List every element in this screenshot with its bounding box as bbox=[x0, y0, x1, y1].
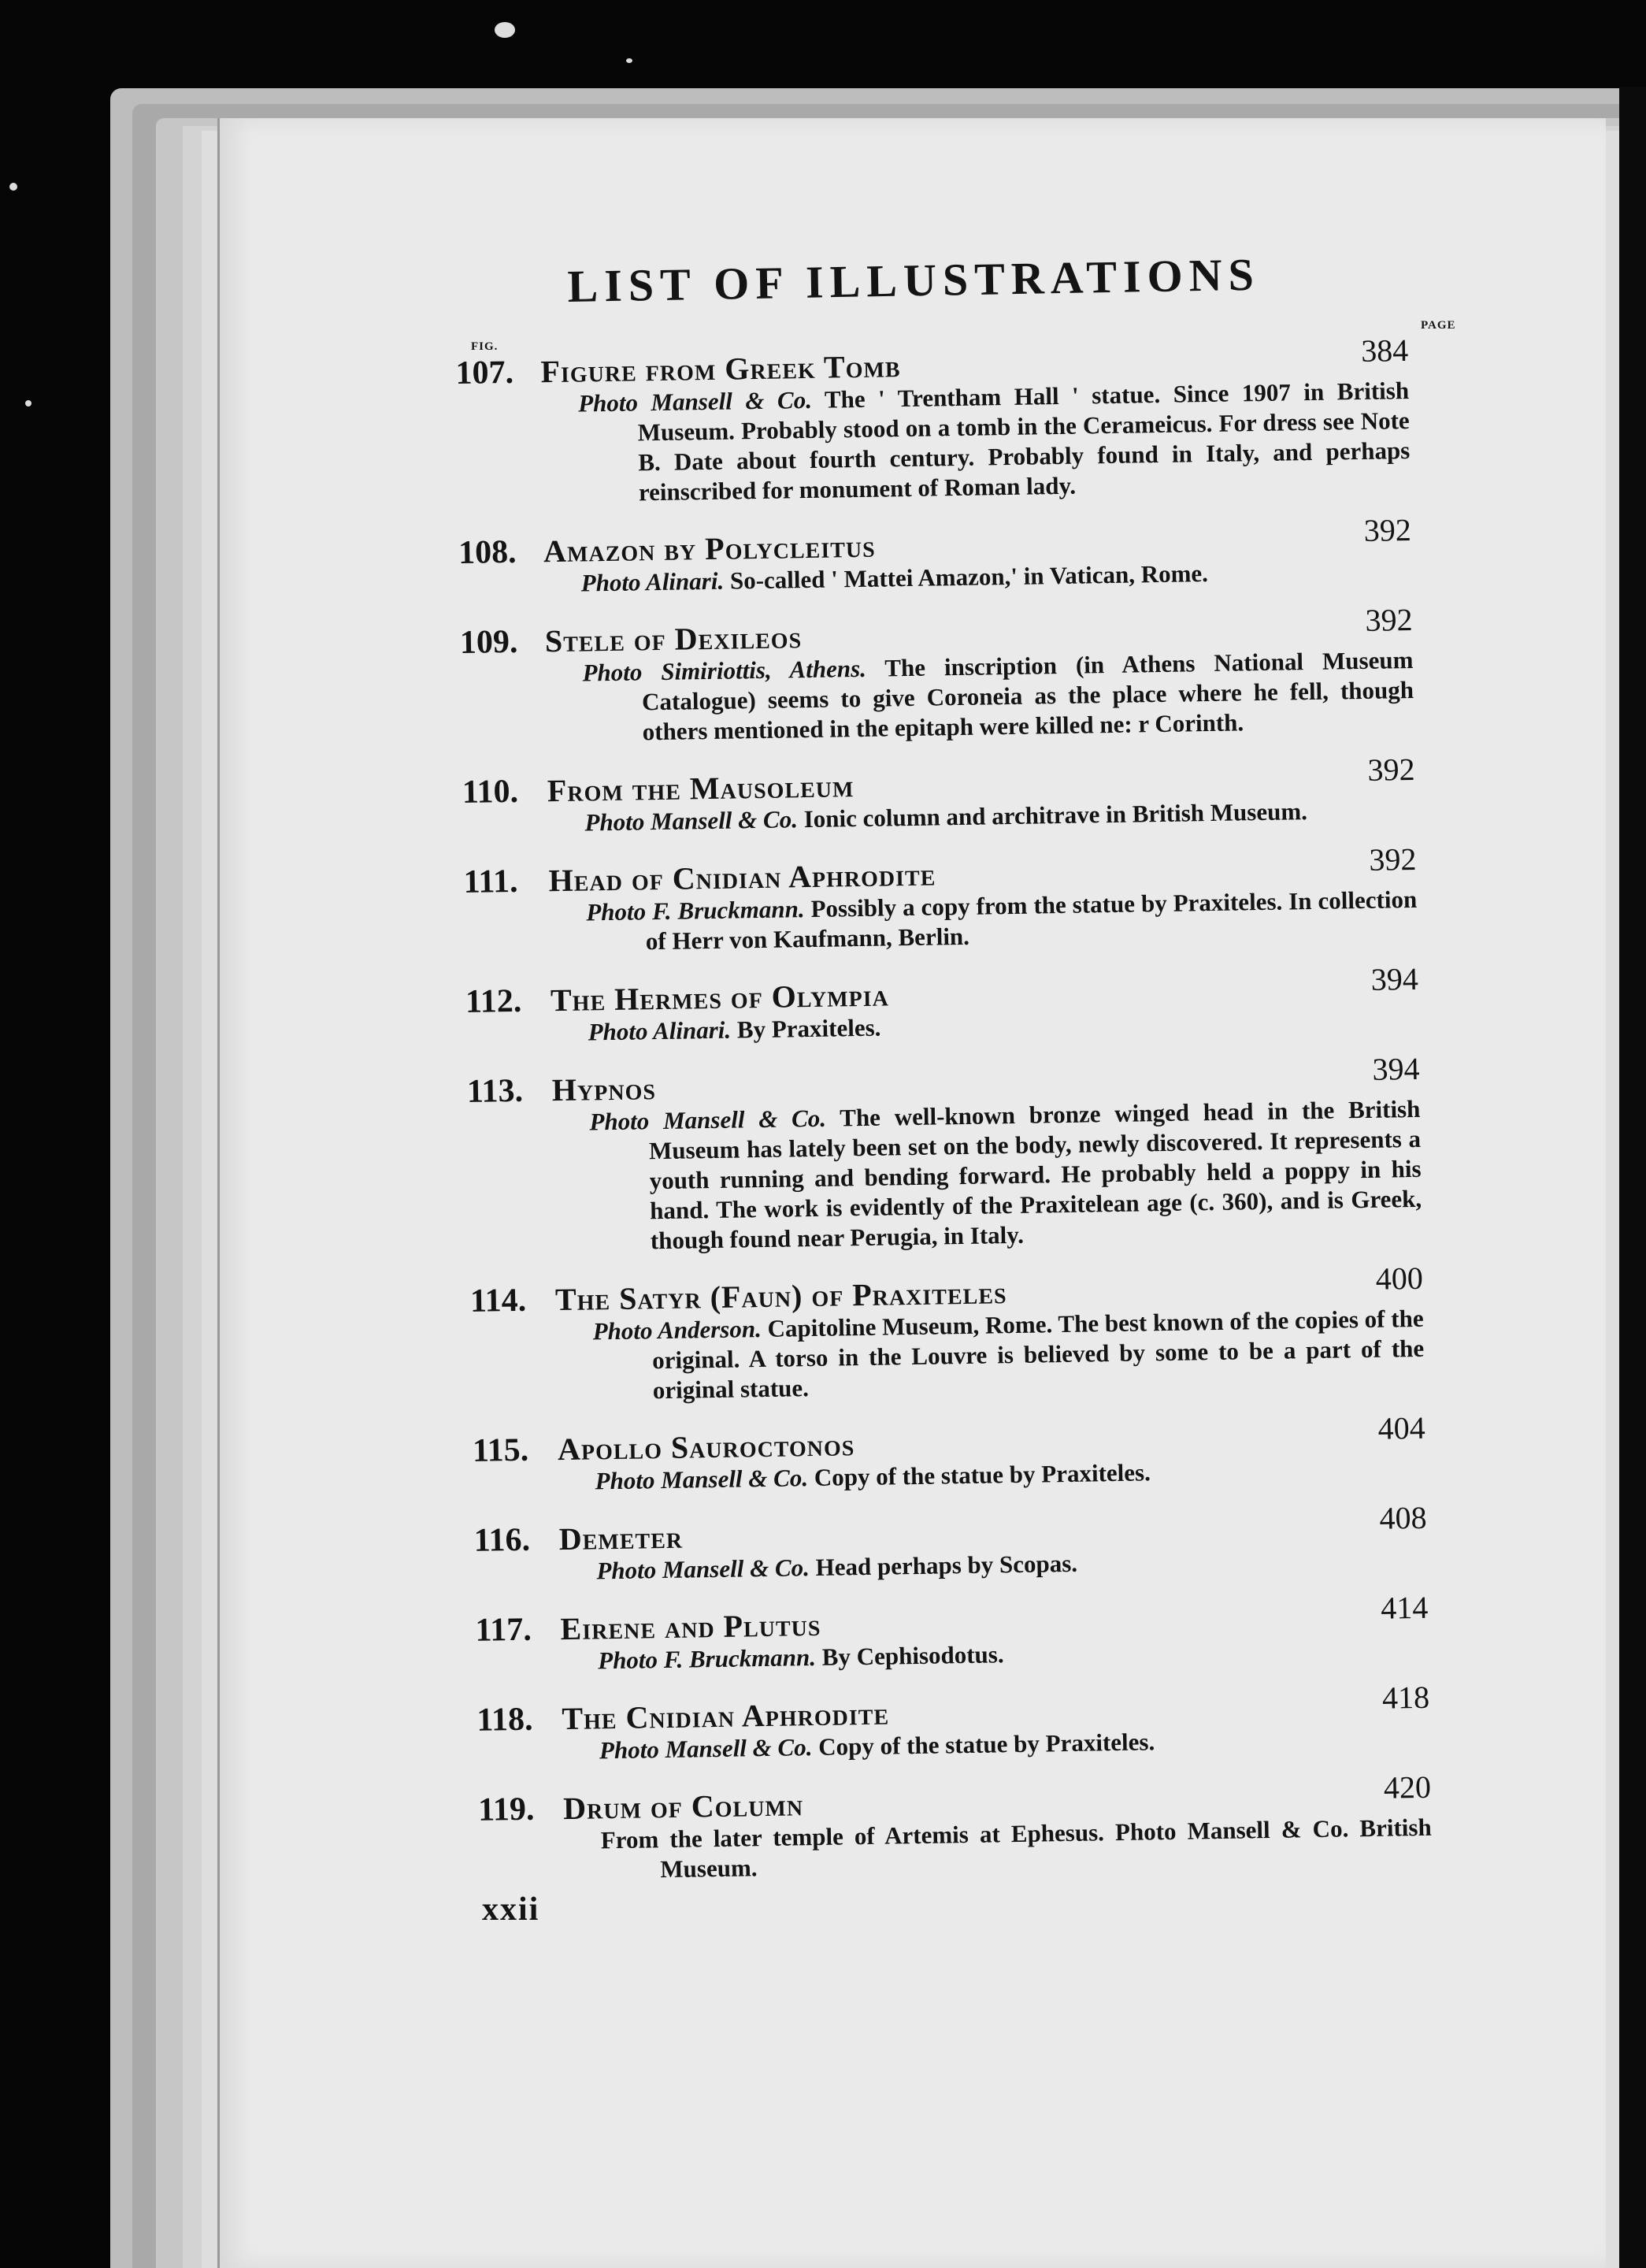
description-text: Capitoline Museum, Rome. The best known of the copies of the original. A torso in the Louvre is believed by some to be a part of the original statue. bbox=[651, 1304, 1425, 1405]
list-item bbox=[473, 1499, 1427, 1588]
list-item bbox=[462, 751, 1415, 840]
dust-speck bbox=[9, 183, 17, 191]
list-item bbox=[463, 841, 1418, 960]
figure-description bbox=[578, 376, 1411, 509]
list-item bbox=[455, 332, 1411, 510]
figure-number: 107. bbox=[455, 354, 514, 392]
figure-heading: Drum of Column bbox=[562, 1787, 804, 1827]
page-number: 392 bbox=[1363, 511, 1412, 548]
list-item bbox=[465, 960, 1419, 1049]
page-number: 404 bbox=[1377, 1409, 1426, 1446]
illustration-list bbox=[455, 332, 1433, 1903]
page-number: 420 bbox=[1383, 1769, 1432, 1806]
figure-heading: Amazon by Polycleitus bbox=[543, 528, 876, 570]
list-item bbox=[466, 1050, 1422, 1259]
figure-number: 110. bbox=[462, 773, 519, 811]
page-number: 394 bbox=[1370, 960, 1419, 997]
figure-number: 115. bbox=[472, 1431, 529, 1469]
description-text: The well-known bronze winged head in the British Museum has lately been set on the body, newly discovered. It represents a youth running and bending forward. He probably held a poppy in his hand. The work is evidently of the Praxitelean age (c. 360), and is Greek, though found near Perugia, in Italy. bbox=[648, 1094, 1422, 1255]
page-folio: xxii bbox=[482, 1891, 540, 1928]
list-item bbox=[470, 1260, 1425, 1409]
list-item bbox=[459, 601, 1414, 750]
page-number: 392 bbox=[1367, 751, 1415, 788]
list-item bbox=[472, 1409, 1425, 1498]
figure-heading: The Hermes of Olympia bbox=[550, 977, 890, 1019]
figure-number: 109. bbox=[459, 623, 518, 661]
figure-heading: From the Mausoleum bbox=[547, 768, 855, 809]
figure-description bbox=[589, 1094, 1422, 1257]
photo-credit: Photo Mansell & Co. bbox=[589, 1104, 827, 1136]
figure-number: 112. bbox=[465, 982, 522, 1020]
figure-number: 118. bbox=[476, 1701, 533, 1739]
figure-number: 116. bbox=[473, 1521, 531, 1559]
page-number: 384 bbox=[1360, 332, 1409, 369]
page-number: 408 bbox=[1379, 1499, 1427, 1536]
dust-speck bbox=[495, 22, 515, 38]
figure-number: 117. bbox=[475, 1611, 532, 1649]
photo-credit: Photo Mansell & Co. bbox=[596, 1553, 810, 1585]
page-number: 400 bbox=[1375, 1260, 1424, 1297]
photo-credit: Photo F. Bruckmann. bbox=[586, 895, 805, 926]
photo-credit: Photo Alinari. bbox=[580, 566, 725, 597]
photo-credit: Photo Mansell & Co. bbox=[577, 385, 813, 418]
figure-number: 108. bbox=[458, 533, 517, 571]
photo-credit: Photo Simiriottis, Athens. bbox=[582, 654, 867, 687]
page-number: 392 bbox=[1365, 601, 1413, 638]
list-item bbox=[476, 1679, 1430, 1768]
list-item bbox=[458, 511, 1412, 600]
photo-credit: Photo Mansell & Co. bbox=[599, 1733, 813, 1765]
figure-heading: Head of Cnidian Aphrodite bbox=[548, 856, 936, 899]
description-text: Head perhaps by Scopas. bbox=[815, 1549, 1078, 1582]
photo-credit: Photo Mansell & Co. bbox=[584, 805, 799, 837]
dust-speck bbox=[25, 400, 32, 406]
photo-credit: Photo Anderson. bbox=[592, 1315, 762, 1346]
figure-number: 111. bbox=[463, 863, 518, 900]
figure-heading: Eirene and Plutus bbox=[560, 1606, 821, 1647]
page-number: 418 bbox=[1381, 1679, 1430, 1716]
description-text: By Praxiteles. bbox=[736, 1013, 881, 1044]
figure-heading: Stele of Dexileos bbox=[544, 619, 803, 659]
photo-credit: Photo Mansell & Co. bbox=[595, 1464, 809, 1495]
description-text: Possibly a copy from the statue by Praxiteles. In collection of Herr von Kaufmann, Berlin. bbox=[645, 885, 1418, 956]
figure-heading: Figure from Greek Tomb bbox=[540, 348, 901, 390]
figure-description bbox=[592, 1304, 1425, 1407]
description-text: The ' Trentham Hall ' statue. Since 1907 in British Museum. Probably stood on a tomb in the Cerameicus. For dress see Note B. Date about fourth century. Probably found in Italy, and perhaps reinscribed for monument of Roman lady. bbox=[637, 376, 1411, 507]
figure-number: 113. bbox=[466, 1072, 524, 1110]
fig-column-label: FIG. bbox=[471, 340, 499, 353]
figure-number: 119. bbox=[477, 1791, 535, 1828]
description-text: Copy of the statue by Praxiteles. bbox=[814, 1458, 1151, 1492]
figure-description bbox=[582, 645, 1414, 748]
book-spine-shadow bbox=[1619, 87, 1646, 2268]
photo-credit: Photo Alinari. bbox=[588, 1015, 732, 1046]
figure-heading: Hypnos bbox=[551, 1071, 657, 1108]
page-number: 394 bbox=[1372, 1050, 1420, 1087]
description-text: So-called ' Mattei Amazon,' in Vatican, Rome. bbox=[729, 559, 1209, 595]
figure-heading: Apollo Sauroctonos bbox=[557, 1427, 855, 1468]
photo-credit: Photo F. Bruckmann. bbox=[597, 1643, 817, 1675]
figure-heading: The Cnidian Aphrodite bbox=[562, 1695, 890, 1737]
description-text: Copy of the statue by Praxiteles. bbox=[817, 1728, 1155, 1761]
page-column-label: PAGE bbox=[1421, 319, 1456, 332]
page-title: LIST OF ILLUSTRATIONS bbox=[567, 248, 1261, 312]
page-number: 392 bbox=[1369, 841, 1417, 878]
dust-speck bbox=[626, 58, 632, 63]
description-text: The inscription (in Athens National Museum Catalogue) seems to give Coroneia as the place where he fell, though others mentioned in the epitaph were killed ne: r Corinth. bbox=[641, 645, 1414, 746]
figure-heading: Demeter bbox=[558, 1519, 684, 1557]
description-text: Ionic column and architrave in British Museum. bbox=[803, 797, 1308, 833]
list-item bbox=[478, 1769, 1433, 1888]
list-item bbox=[475, 1589, 1429, 1678]
description-text: By Cephisodotus. bbox=[821, 1640, 1004, 1671]
figure-number: 114. bbox=[469, 1282, 527, 1320]
description-text: From the later temple of Artemis at Ephesus. Photo Mansell & Co. British Museum. bbox=[600, 1813, 1432, 1884]
page-number: 414 bbox=[1380, 1589, 1429, 1626]
figure-heading: The Satyr (Faun) of Praxiteles bbox=[554, 1275, 1007, 1318]
